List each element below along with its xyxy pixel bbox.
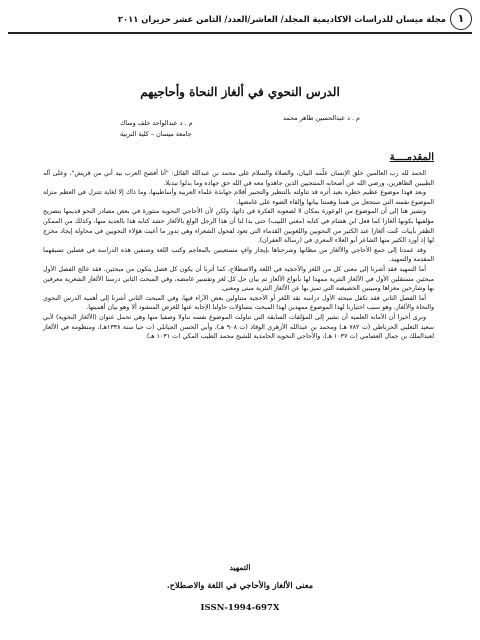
running-header [8,6,472,34]
section-heading: التمهيد [229,563,251,572]
article-title: الدرس النحوي في ألغاز النحاة وأحاجيهم [140,85,340,99]
author-2: م . د عبدالواحد خلف وساك [120,119,193,127]
author-affiliation: جامعة ميسان – كلية التربية [120,130,192,138]
author-1: م . د عبدالحسين طاهر محمد [283,114,360,122]
section-subheading: معنى الألغاز والأحاجي في اللغة والاصطلاح. [166,580,314,590]
paragraph-6: أما الفصل الثاني فقد تكفل مبحثه الأول دراسة نقد اللغز أو الأحجية متناولين بعض الآراء فيها، وفي المبحث الثاني أشرنا إلى أهمية الدرس النحوي والنحاة والألغاز، وهو سبب اختيارنا لهذا الموضوع ممهدين لهذا المبحث بتساؤلات حاولنا الإجابة عنها للغرض المنشود ألا وهو بيان أهميتها. [43,294,434,312]
journal-header-text: مجلة ميسان للدراسات الاكاديمية المجلد/ العاشر/العدد/ الثامن عشر حزيران ٢٠١١ [117,14,446,24]
page-number: ١ [450,8,472,30]
paragraph-5: أما التمهيد فقد أشرنا إلى معنى كل من اللغز والأحجية في اللغة والاصطلاح، كما أثرنا أن يكون كل فصل يتكون من مبحثين، فقد عالج الفصل الأول مبحثين مستقلين الأول في الألغاز النثرية ممهدا لها بأنواع الألغاز ثم بيان حل كل لغز وتفسير غامضه، وفي المبحث الثاني درسنا الألغاز الشعرية معرفين بها وشارحين مغزاها ومبينين الخصيصة التي تميز بها عن الألغاز النثرية مبنى ومعنى. [43,265,434,293]
introduction-heading: المقدمــــة [389,152,434,163]
paragraph-7: ونرى أخيرا أن الأمانة العلمية أن نشير إلى المؤلفات السابقة التي تناولت الموضوع نفسه تناولا وصفيا منها وهي تحمل عنوان (الألغاز النحوية) لأبي سعيد الثعلبي الحرناطي (ت ٧٨٢ هـ) ومحمد بن عبدالله الأزهري الوقاد (ت ٩٠٨ هـ)، وأبي الحسن الجيانلي (ت حيا سنة ١٣٣٨هـ)، ومنظومة في الألغاز لعبدالملك بن جمال العصامي (ت ١٠٣٧ هـ)، والأحاجي النحوية الحامدية للشيخ محمد الطيب المكي (ت ١٠٣١ هـ). [43,313,435,341]
paragraph-2: وبعد فهذا موضوع عظيم خطره بعيد أثره قد تناولته بالتنظير والتحبير أقلام جهابذة علماء العربية وأساطينها، وما ذاك إلا لغاية تتنزل في العظم منزلة الموضوع نفسه التي ستجعل من همنا وهمتنا بيانها وإلقاء الضوء على غامضها. [43,189,434,206]
paragraph-3: وتشير هنا إلى أن الموضوع من الوعورة بمكان لا لصعوبة الفكرة في ذاتها، ولكن لأن الأحاجي النحوية منثورة في بعض مصادر النحو قديمها بتصريح مؤلفيها بكونها ألغازا كما فعل ابن هشام في كتابه (مغني اللبيب) حتى بدا لنا أن هذا الرجل الولع بالألغاز حشد كتابه هذا بالعديد منها، وكذلك من الممكن الظفر بأبيات عُنت ألغازا عند الكثير من النحويين واللغويين القدماء التي تعود لفحول الشعراء وهي تدور ما أعيت هؤلاء النحويين في محاولة إيجاد مخرج لها إذ أورد الكثير منها الشاعر أبو العلاء المعري في (رسالة الغفران). [43,208,434,245]
paragraph-1: الحمد لله رب العالمين خلق الإنسان علّمه البيان، والصلاة والسلام على محمد بن عبدالله القائل: "أنا أفصح العرب بيد أني من قريش"، وعلى آله الطيبين الطاهرين، ورضي الله عن أصحابه المنتجبين الذين جاهدوا معه في الله حق جهاده وما بدلوا تبديلا. [43,170,434,187]
paragraph-4: وقد عمدنا إلى جمع الأحاجي والألغاز من مظانها وشرحناها بإيجاز وافٍ مستعينين بالمعاجم وكتب اللغة وصنفين هذه الدراسة في فصلين تسبقهما المقدمة والتمهيد. [43,246,434,264]
issn-number: ISSN-1994-697X [200,603,280,613]
authors-block [120,114,360,142]
article-body [43,169,434,342]
